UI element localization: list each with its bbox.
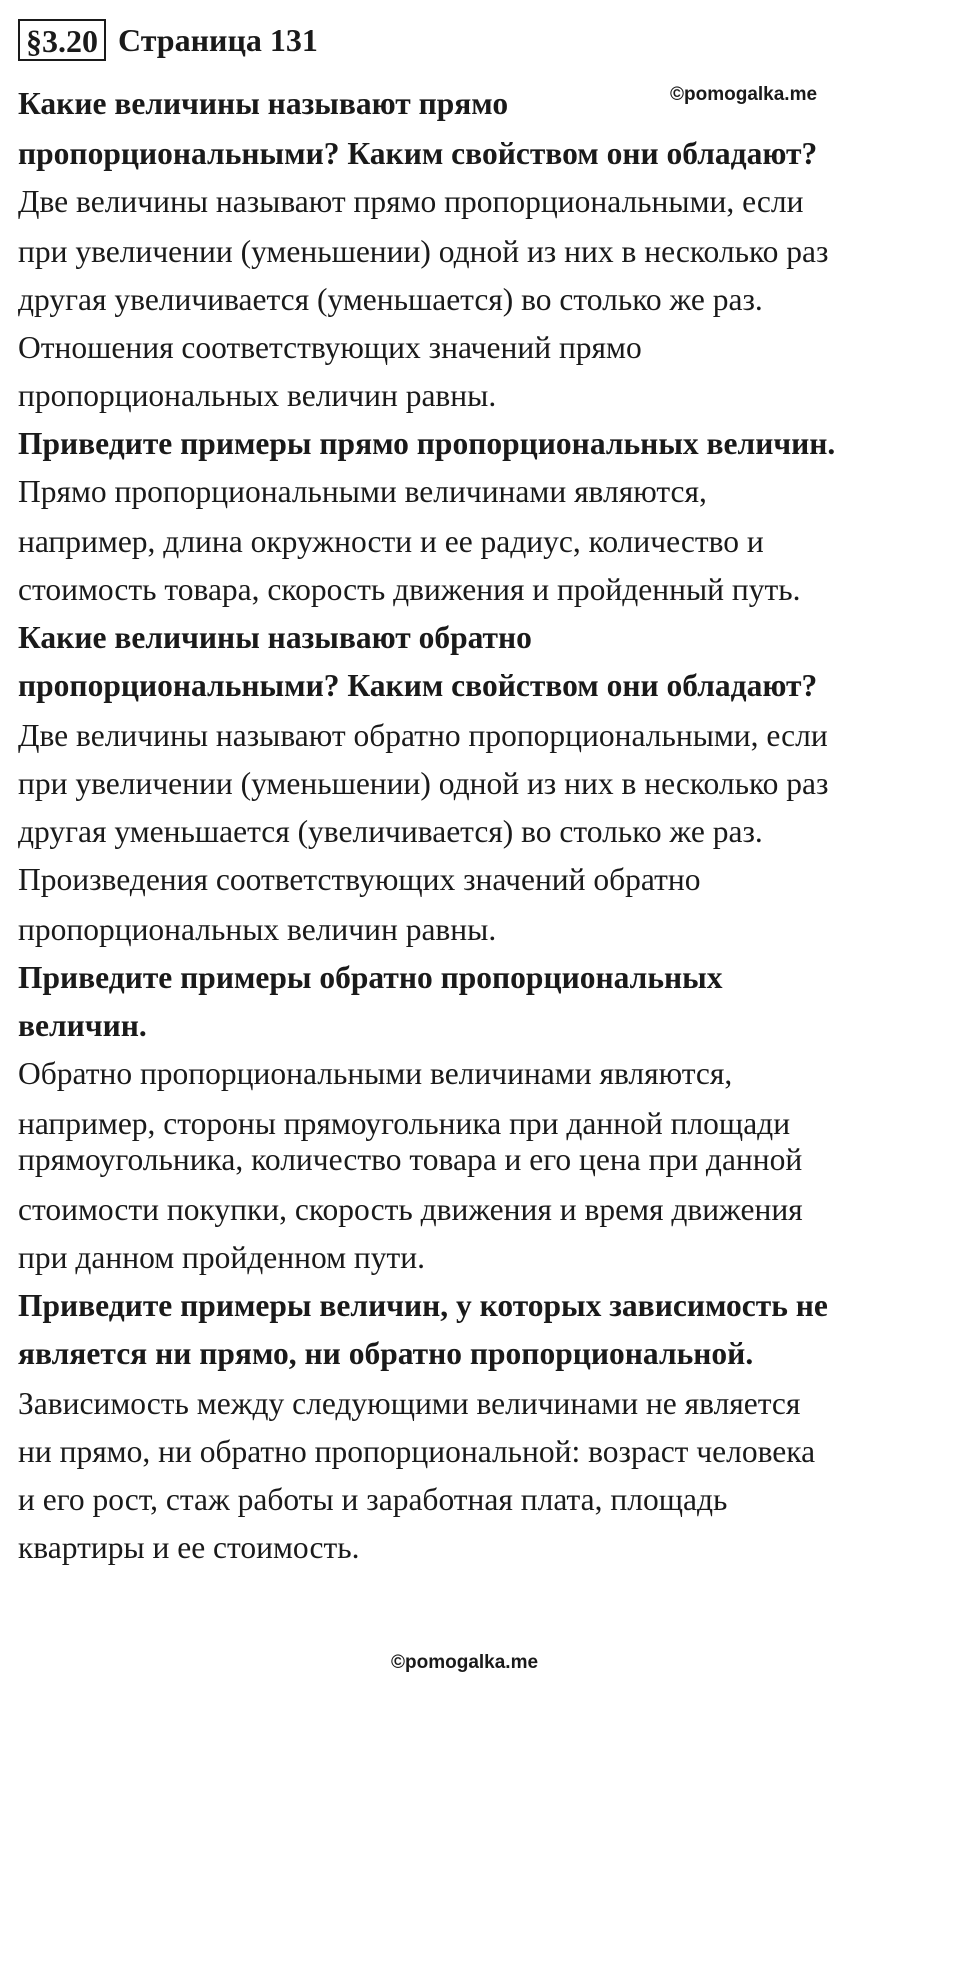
answer-line: Две величины называют обратно пропорциональными, если <box>18 718 828 753</box>
question-line: Приведите примеры величин, у которых зависимость не <box>18 1288 828 1323</box>
answer-line: стоимость товара, скорость движения и пройденный путь. <box>18 572 801 607</box>
page-header <box>18 18 318 62</box>
question-line: Приведите примеры обратно пропорциональных <box>18 960 723 995</box>
page-title: Страница 131 <box>118 22 318 58</box>
answer-line: и его рост, стаж работы и заработная плата, площадь <box>18 1482 728 1517</box>
watermark-top: ©pomogalka.me <box>670 84 818 105</box>
answer-line: при увеличении (уменьшении) одной из них в несколько раз <box>18 766 829 801</box>
question-line: является ни прямо, ни обратно пропорциональной. <box>18 1336 754 1371</box>
watermark-bottom: ©pomogalka.me <box>391 1652 539 1673</box>
question-line: пропорциональными? Каким свойством они обладают? <box>18 136 818 171</box>
answer-line: при увеличении (уменьшении) одной из них в несколько раз <box>18 234 829 269</box>
answer-line: Прямо пропорциональными величинами являются, <box>18 474 707 509</box>
answer-line: стоимости покупки, скорость движения и время движения <box>18 1192 803 1227</box>
answer-line: другая увеличивается (уменьшается) во столько же раз. <box>18 282 763 317</box>
question-line: пропорциональными? Каким свойством они обладают? <box>18 668 818 703</box>
question-line: Какие величины называют прямо <box>18 86 509 121</box>
answer-line: при данном пройденном пути. <box>18 1240 426 1275</box>
answer-line: например, длина окружности и ее радиус, количество и <box>18 524 764 559</box>
answer-line: Произведения соответствующих значений обратно <box>18 862 701 897</box>
answer-line: Обратно пропорциональными величинами являются, <box>18 1056 733 1091</box>
answer-line: квартиры и ее стоимость. <box>18 1530 360 1565</box>
answer-line: ни прямо, ни обратно пропорциональной: возраст человека <box>18 1434 816 1469</box>
answer-line: например, стороны прямоугольника при данной площади <box>18 1106 791 1141</box>
question-line: Приведите примеры прямо пропорциональных величин. <box>18 426 836 461</box>
answer-line: другая уменьшается (увеличивается) во столько же раз. <box>18 814 763 849</box>
answer-line: Две величины называют прямо пропорциональными, если <box>18 184 804 219</box>
section-number: §3.20 <box>18 19 106 61</box>
answer-line: прямоугольника, количество товара и его цена при данной <box>18 1142 803 1177</box>
question-line: величин. <box>18 1008 147 1043</box>
answer-line: Зависимость между следующими величинами не является <box>18 1386 801 1421</box>
answer-line: пропорциональных величин равны. <box>18 912 497 947</box>
answer-line: Отношения соответствующих значений прямо <box>18 330 642 365</box>
question-line: Какие величины называют обратно <box>18 620 532 655</box>
answer-line: пропорциональных величин равны. <box>18 378 497 413</box>
